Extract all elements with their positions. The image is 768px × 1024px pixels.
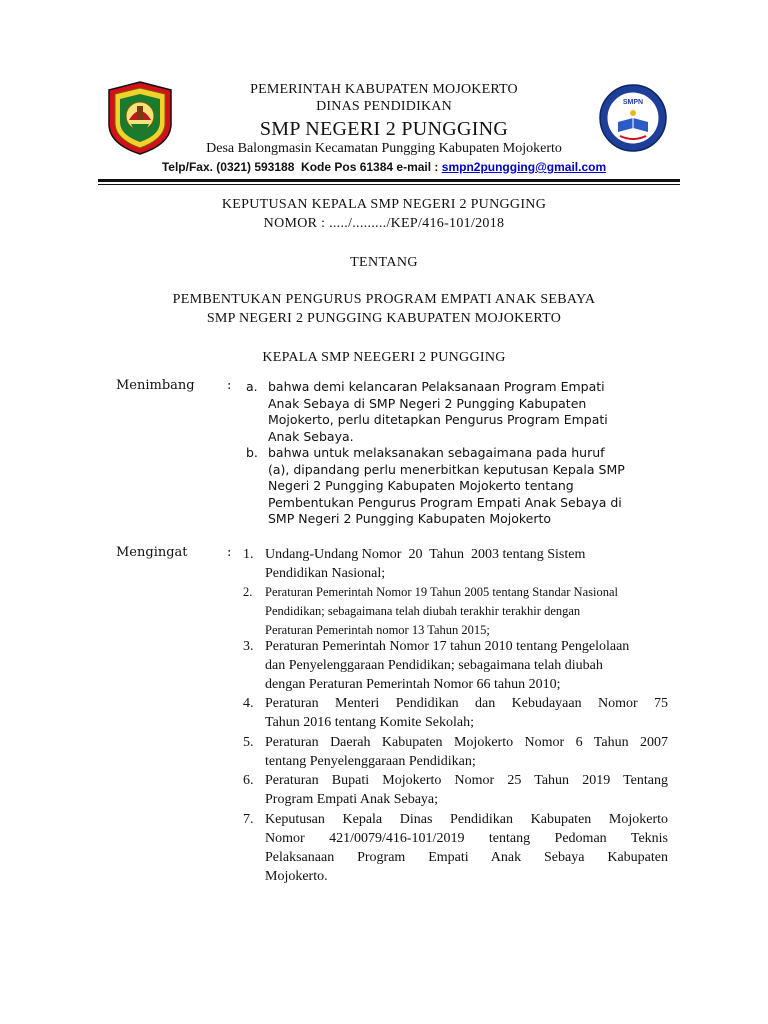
mengingat-item-6	[265, 771, 668, 809]
menimbang-colon: :	[227, 378, 232, 393]
decree-number: NOMOR : ...../........./KEP/416-101/2018	[263, 216, 505, 231]
clause-line: Mojokerto, perlu ditetapkan Pengurus Program Empati	[268, 412, 608, 427]
clause-line: Pendidikan Nasional;	[265, 566, 386, 581]
letterhead-divider-thin	[98, 184, 680, 185]
clause-line: Undang-Undang Nomor 20 Tahun 2003 tentang Sistem	[265, 547, 586, 562]
clause-line: Tahun 2016 tentang Komite Sekolah;	[265, 715, 474, 730]
menimbang-item-a	[268, 379, 668, 445]
clause-line: Keputusan Kepala Dinas Pendidikan Kabupaten Mojokerto	[265, 812, 668, 827]
mengingat-item-3	[265, 637, 670, 694]
menimbang-marker-b: b.	[246, 445, 258, 460]
clause-line: Peraturan Pemerintah Nomor 19 Tahun 2005 tentang Standar Nasional	[265, 585, 618, 599]
clause-line: Peraturan Pemerintah Nomor 17 tahun 2010 tentang Pengelolaan	[265, 639, 630, 654]
mengingat-item-4	[265, 694, 668, 732]
subject-line-1: PEMBENTUKAN PENGURUS PROGRAM EMPATI ANAK SEBAYA	[172, 292, 596, 307]
contact-prefix: Telp/Fax. (0321) 593188 Kode Pos 61384 e-mail :	[161, 160, 442, 174]
menimbang-marker-a: a.	[246, 379, 258, 394]
clause-line: Anak Sebaya di SMP Negeri 2 Pungging Kabupaten	[268, 395, 587, 411]
government-line: PEMERINTAH KABUPATEN MOJOKERTO	[250, 82, 518, 97]
clause-line: bahwa untuk melaksanakan sebagaimana pada huruf	[268, 445, 605, 460]
clause-line: Peraturan Daerah Kabupaten Mojokerto Nomor 6 Tahun 2007	[265, 735, 668, 750]
clause-line: Pelaksanaan Program Empati Anak Sebaya Kabupaten	[265, 850, 668, 865]
menimbang-item-b	[268, 445, 668, 528]
mengingat-marker-2: 2.	[243, 585, 253, 599]
clause-line: dengan Peraturan Pemerintah Nomor 66 tahun 2010;	[265, 677, 561, 692]
mengingat-label: Mengingat	[116, 545, 188, 560]
mengingat-marker-1: 1.	[243, 547, 254, 562]
mengingat-item-1	[265, 545, 670, 583]
clause-line: Nomor 421/0079/416-101/2019 tentang Pedoman Teknis	[265, 831, 668, 846]
issuer-line: KEPALA SMP NEEGERI 2 PUNGGING	[262, 350, 506, 365]
subject-line-2: SMP NEGERI 2 PUNGGING KABUPATEN MOJOKERTO	[206, 311, 562, 326]
mengingat-marker-4: 4.	[243, 696, 254, 711]
clause-line: Mojokerto.	[265, 869, 328, 884]
mengingat-item-5	[265, 733, 668, 771]
clause-line: SMP Negeri 2 Pungging Kabupaten Mojokerto	[268, 511, 552, 526]
smpn-emblem-text: SMPN	[622, 99, 644, 106]
mengingat-item-7	[265, 810, 668, 886]
decree-title: KEPUTUSAN KEPALA SMP NEGERI 2 PUNGGING	[221, 197, 547, 212]
contact-line	[0, 160, 768, 174]
mengingat-marker-3: 3.	[243, 639, 254, 654]
clause-line: dan Penyelenggaraan Pendidikan; sebagaimana telah diubah	[265, 658, 603, 673]
department-line: DINAS PENDIDIKAN	[316, 99, 452, 114]
clause-line: Negeri 2 Pungging Kabupaten Mojokerto tentang	[268, 478, 574, 493]
mengingat-marker-5: 5.	[243, 735, 254, 750]
mengingat-item-2	[265, 583, 670, 640]
clause-line: Anak Sebaya.	[268, 428, 354, 444]
clause-line: Program Empati Anak Sebaya;	[265, 792, 439, 807]
school-name: SMP NEGERI 2 PUNGGING	[259, 118, 509, 140]
clause-line: Peraturan Bupati Mojokerto Nomor 25 Tahun 2019 Tentang	[265, 773, 668, 788]
clause-line: bahwa demi kelancaran Pelaksanaan Program Empati	[268, 379, 605, 394]
email-link[interactable]: smpn2pungging@gmail.com	[441, 160, 607, 174]
school-address: Desa Balongmasin Kecamatan Pungging Kabupaten Mojokerto	[206, 141, 562, 156]
clause-line: Pembentukan Pengurus Program Empati Anak Sebaya di	[268, 494, 622, 510]
menimbang-label: Menimbang	[116, 378, 195, 393]
clause-line: Peraturan Menteri Pendidikan dan Kebudayaan Nomor 75	[265, 696, 668, 711]
clause-line: Peraturan Pemerintah nomor 13 Tahun 2015;	[265, 623, 490, 637]
clause-line: tentang Penyelenggaraan Pendidikan;	[265, 754, 476, 769]
about-label: TENTANG	[350, 255, 418, 270]
letterhead-divider-thick	[98, 179, 680, 182]
mengingat-marker-6: 6.	[243, 773, 254, 788]
clause-line: (a), dipandang perlu menerbitkan keputusan Kepala SMP	[268, 461, 625, 477]
mengingat-marker-7: 7.	[243, 812, 254, 827]
clause-line: Pendidikan; sebagaimana telah diubah terakhir terakhir dengan	[265, 604, 581, 618]
mengingat-colon: :	[227, 545, 232, 560]
